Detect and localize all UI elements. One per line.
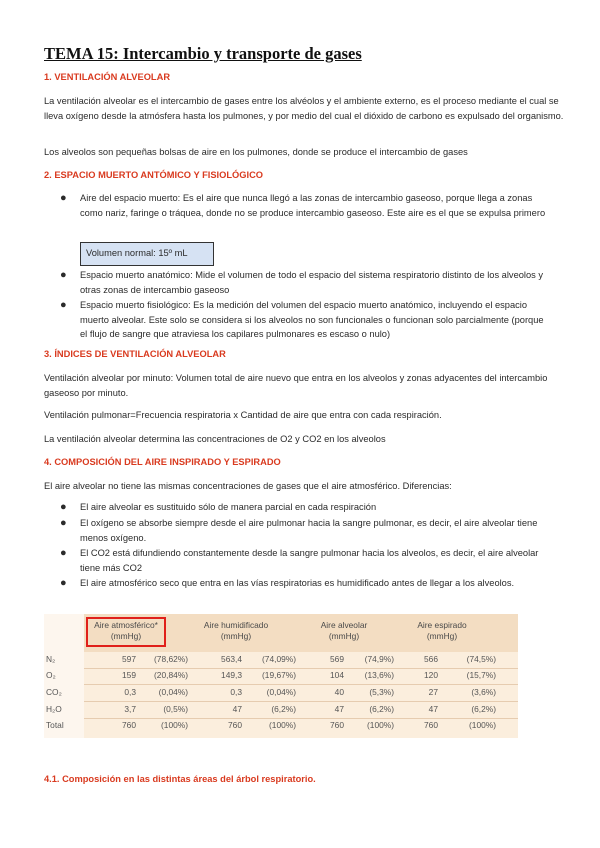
table-row-divider — [84, 668, 518, 669]
table-cell-value: 760 — [330, 720, 344, 730]
section-2-bullet-3: Espacio muerto fisiológico: Es la medición del volumen del espacio muerto anatómico, incluyendo el espacio muerto alveolar. Este solo se considera si los alveolos no son funcionales o funcionan solo parcialmente (porque el flujo de sangre que atraviesa los capilares pulmonares es escaso o nulo) — [80, 300, 544, 340]
table-cell-percent: (6,2%) — [471, 704, 496, 714]
table-cell-value: 760 — [228, 720, 242, 730]
table-cell-value: 47 — [334, 704, 344, 714]
section-4-bullet-1: El aire alveolar es sustituido sólo de manera parcial en cada respiración — [80, 502, 377, 512]
section-4-intro: El aire alveolar no tiene las mismas concentraciones de gases que el aire atmosférico. Diferencias: — [44, 481, 452, 491]
table-cell-percent: (100%) — [469, 720, 496, 730]
section-4-bullet-2: El oxígeno se absorbe siempre desde el aire pulmonar hacia la sangre pulmonar, es decir, el aire alveolar tiene menos oxígeno. — [80, 518, 538, 543]
table-cell-percent: (5,3%) — [369, 687, 394, 697]
column-header-expired: Aire espirado (mmHg) — [417, 620, 467, 641]
gas-composition-table — [46, 614, 518, 738]
table-row-label: CO₂ — [46, 687, 62, 697]
table-cell-percent: (0,04%) — [266, 687, 296, 697]
section-3-paragraph-1: Ventilación alveolar por minuto: Volumen total de aire nuevo que entra en los alveolos y zonas adyacentes del intercambio gaseoso por minuto. — [44, 373, 548, 398]
section-3-paragraph-3: La ventilación alveolar determina las concentraciones de O2 y CO2 en los alveolos — [44, 434, 386, 444]
section-1-paragraph-2: Los alveolos son pequeñas bolsas de aire en los pulmones, donde se produce el intercambio de gases — [44, 147, 468, 157]
table-cell-value: 563,4 — [221, 654, 242, 664]
section-3-heading: 3. ÍNDICES DE VENTILACIÓN ALVEOLAR — [44, 349, 226, 359]
section-3-paragraph-2: Ventilación pulmonar=Frecuencia respiratoria x Cantidad de aire que entra con cada respiración. — [44, 410, 442, 420]
column-header-alveolar: Aire alveolar (mmHg) — [320, 620, 368, 641]
table-cell-value: 566 — [424, 654, 438, 664]
bullet-icon: ● — [60, 269, 67, 281]
table-cell-value: 120 — [424, 670, 438, 680]
column-header-atmospheric: Aire atmosférico* (mmHg) — [94, 620, 158, 641]
section-4-1-heading: 4.1. Composición en las distintas áreas del árbol respiratorio. — [44, 774, 316, 784]
table-cell-value: 597 — [122, 654, 136, 664]
table-cell-value: 149,3 — [221, 670, 242, 680]
table-cell-value: 40 — [334, 687, 344, 697]
table-cell-value: 27 — [428, 687, 438, 697]
table-cell-value: 569 — [330, 654, 344, 664]
section-1-paragraph-1: La ventilación alveolar es el intercambio de gases entre los alvéolos y el ambiente externo, es el proceso mediante el cual se lleva oxígeno desde la atmósfera hasta los pulmones, y por medio del cual el dióxido de carbono es expulsado del organismo. — [44, 96, 564, 121]
table-cell-value: 3,7 — [124, 704, 136, 714]
table-cell-percent: (19,67%) — [262, 670, 296, 680]
section-2-bullet-1: Aire del espacio muerto: Es el aire que nunca llegó a las zonas de intercambio gaseoso, porque llega a zonas como nariz, faringe o tráquea, donde no se produce intercambio gaseoso. Este aire es el que se expulsa primero — [80, 193, 546, 218]
bullet-icon: ● — [60, 501, 67, 513]
table-cell-value: 760 — [424, 720, 438, 730]
table-cell-percent: (74,9%) — [364, 654, 394, 664]
table-cell-value: 47 — [232, 704, 242, 714]
table-cell-value: 104 — [330, 670, 344, 680]
table-cell-percent: (15,7%) — [466, 670, 496, 680]
table-cell-percent: (6,2%) — [369, 704, 394, 714]
table-cell-percent: (78,62%) — [154, 654, 188, 664]
table-cell-percent: (100%) — [367, 720, 394, 730]
table-cell-percent: (100%) — [161, 720, 188, 730]
table-cell-value: 159 — [122, 670, 136, 680]
table-row-divider — [84, 718, 518, 719]
section-2-heading: 2. ESPACIO MUERTO ANTÓMICO Y FISIOLÓGICO — [44, 170, 264, 180]
section-2-bullet-2: Espacio muerto anatómico: Mide el volumen de todo el espacio del sistema respiratorio distinto de los alveolos y otras zonas de intercambio gaseoso — [80, 270, 544, 295]
table-row-divider — [84, 701, 518, 702]
bullet-icon: ● — [60, 577, 67, 589]
bullet-icon: ● — [60, 547, 67, 559]
table-row-label: H₂O — [46, 704, 62, 714]
page-title: TEMA 15: Intercambio y transporte de gases — [44, 44, 362, 63]
table-cell-percent: (3,6%) — [471, 687, 496, 697]
table-cell-value: 0,3 — [124, 687, 136, 697]
bullet-icon: ● — [60, 192, 67, 204]
table-row-label: Total — [46, 720, 64, 730]
section-1-heading: 1. VENTILACIÓN ALVEOLAR — [44, 72, 171, 82]
table-row-label: O₂ — [46, 670, 56, 680]
bullet-icon: ● — [60, 517, 67, 529]
table-cell-percent: (0,04%) — [158, 687, 188, 697]
section-4-heading: 4. COMPOSICIÓN DEL AIRE INSPIRADO Y ESPIRADO — [44, 457, 281, 467]
table-cell-percent: (6,2%) — [271, 704, 296, 714]
table-cell-percent: (20,84%) — [154, 670, 188, 680]
table-cell-percent: (13,6%) — [364, 670, 394, 680]
table-cell-percent: (74,09%) — [262, 654, 296, 664]
table-cell-value: 0,3 — [230, 687, 242, 697]
table-row-divider — [84, 684, 518, 685]
table-cell-percent: (100%) — [269, 720, 296, 730]
section-4-bullet-3: El CO2 está difundiendo constantemente desde la sangre pulmonar hacia los alveolos, es decir, el aire alveolar tiene más CO2 — [80, 548, 539, 573]
volume-note-box: Volumen normal: 15º mL — [80, 242, 214, 266]
table-cell-percent: (0,5%) — [163, 704, 188, 714]
section-4-bullet-4: El aire atmosférico seco que entra en las vías respiratorias es humidificado antes de llegar a los alveolos. — [80, 578, 515, 588]
column-header-humidified: Aire humidificado (mmHg) — [203, 620, 269, 641]
table-cell-percent: (74,5%) — [466, 654, 496, 664]
table-cell-value: 760 — [122, 720, 136, 730]
table-row-label: N₂ — [46, 654, 56, 664]
table-cell-value: 47 — [428, 704, 438, 714]
bullet-icon: ● — [60, 299, 67, 311]
